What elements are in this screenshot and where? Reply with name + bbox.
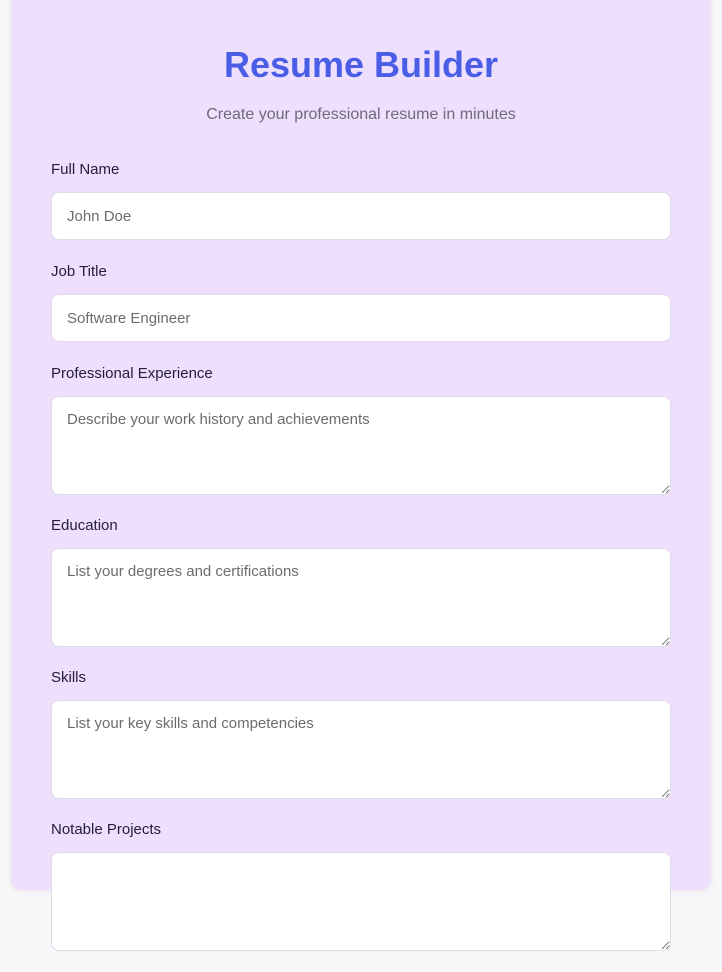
experience-label: Professional Experience: [51, 365, 213, 382]
resume-builder-card: [11, 0, 711, 890]
job-title-label: Job Title: [51, 263, 107, 280]
job-title-input[interactable]: [51, 294, 671, 342]
projects-textarea[interactable]: [51, 852, 671, 951]
full-name-label: Full Name: [51, 161, 120, 178]
full-name-input[interactable]: [51, 192, 671, 240]
projects-label: Notable Projects: [51, 821, 162, 838]
skills-label: Skills: [51, 669, 87, 686]
education-label: Education: [51, 517, 118, 534]
resume-form: [51, 160, 671, 972]
page-subtitle: Create your professional resume in minutes: [206, 106, 516, 123]
skills-textarea[interactable]: [51, 700, 671, 799]
page-title: Resume Builder: [223, 44, 499, 85]
experience-textarea[interactable]: [51, 396, 671, 495]
education-textarea[interactable]: [51, 548, 671, 647]
